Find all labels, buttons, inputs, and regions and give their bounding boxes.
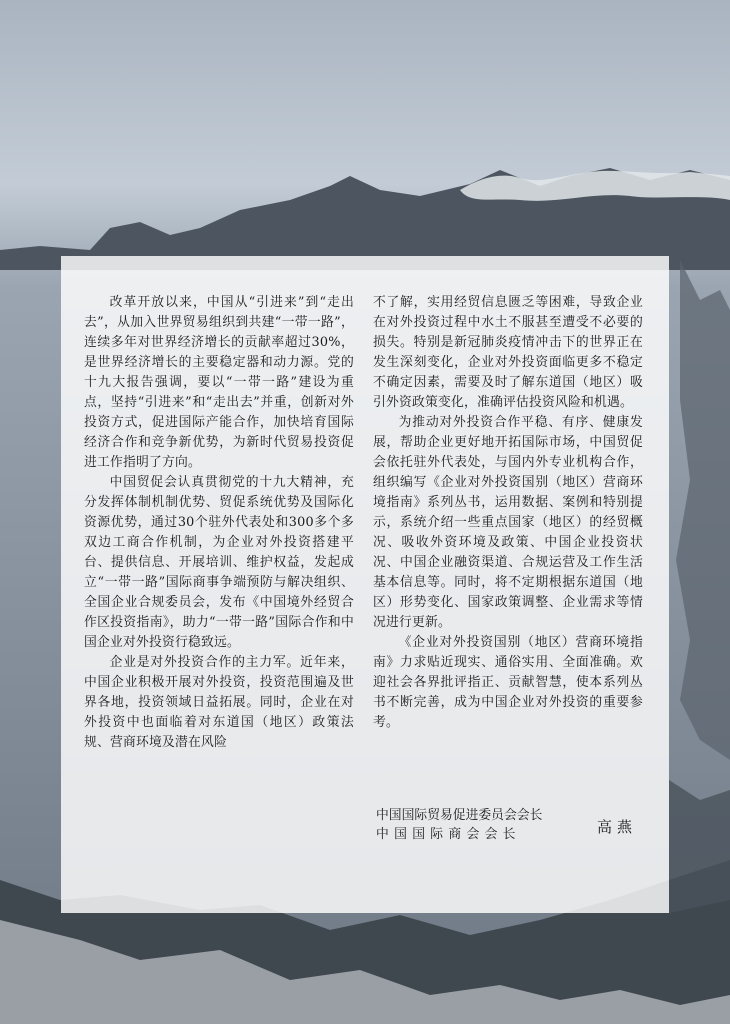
- left-text-column: [84, 293, 354, 753]
- signature-title-ccpit: 中国国际贸易促进委员会会长: [376, 808, 543, 823]
- paragraph: 《企业对外投资国别（地区）营商环境指南》力求贴近现实、通俗实用、全面准确。欢迎社会各界批评指正、贡献智慧，使本系列丛书不断完善，成为中国企业对外投资的重要参考。: [373, 635, 643, 730]
- signature-title-ccoic: 中国国际商会会长: [376, 827, 521, 842]
- paragraph: 企业是对外投资合作的主力军。近年来，中国企业积极开展对外投资，投资范围遍及世界各地，投资领域日益拓展。同时，企业在对外投资中也面临着对东道国（地区）政策法规、营商环境及潜在风险: [84, 655, 354, 750]
- signature-name: 高燕: [597, 818, 638, 836]
- paragraph: 不了解，实用经贸信息匮乏等困难，导致企业在对外投资过程中水土不服甚至遭受不必要的损失。特别是新冠肺炎疫情冲击下的世界正在发生深刻变化，企业对外投资面临更多不稳定不确定因素，需要及时了解东道国（地区）吸引外资政策变化，准确评估投资风险和机遇。: [373, 295, 643, 410]
- paragraph: 中国贸促会认真贯彻党的十九大精神，充分发挥体制机制优势、贸促系统优势及国际化资源优势，通过30个驻外代表处和300多个多双边工商合作机制，为企业对外投资搭建平台、提供信息、开展培训、维护权益，发起成立“一带一路”国际商事争端预防与解决组织、全国企业合规委员会，发布《中国境外经贸合作区投资指南》，助力“一带一路”国际合作和中国企业对外投资行稳致远。: [84, 475, 354, 650]
- paragraph: 改革开放以来，中国从“引进来”到“走出去”，从加入世界贸易组织到共建“一带一路”，连续多年对世界经济增长的贡献率超过30%，是世界经济增长的主要稳定器和动力源。党的十九大报告强调，要以“一带一路”建设为重点，坚持“引进来”和“走出去”并重，创新对外投资方式，促进国际产能合作，加快培育国际经济合作和竞争新优势，为新时代贸易投资促进工作指明了方向。: [84, 295, 354, 470]
- paragraph: 为推动对外投资合作平稳、有序、健康发展，帮助企业更好地开拓国际市场，中国贸促会依托驻外代表处，与国内外专业机构合作，组织编写《企业对外投资国别（地区）营商环境指南》系列丛书，运用数据、案例和特别提示，系统介绍一些重点国家（地区）的经贸概况、吸收外资环境及政策、中国企业投资状况、中国企业融资渠道、合规运营及工作生活基本信息等。同时，将不定期根据东道国（地区）形势变化、国家政策调整、企业需求等情况进行更新。: [373, 415, 643, 630]
- right-text-column: [373, 293, 643, 733]
